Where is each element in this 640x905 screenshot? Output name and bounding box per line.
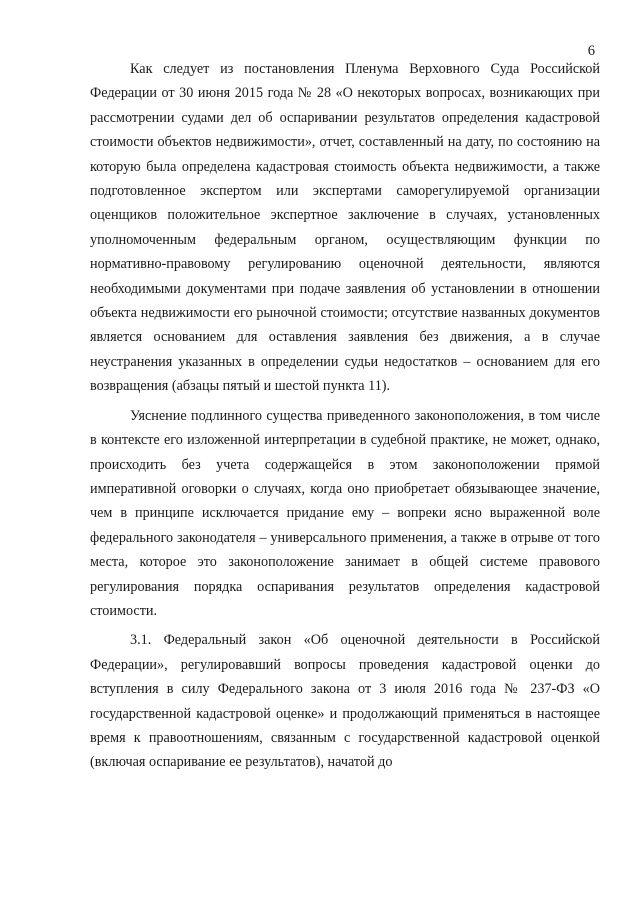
paragraph-3: 3.1. Федеральный закон «Об оценочной деятельности в Российской Федерации», регулировавший вопросы проведения кадастровой оценки до вступления в силу Федерального закона от 3 июля 2016 года № 237-ФЗ «О государственной кадастровой оценке» и продолжающий применяться в настоящее время к правоотношениям, связанным с государственной кадастровой оценкой (включая оспаривание ее результатов), начатой до [90, 632, 600, 771]
page-number: 6 [587, 43, 595, 59]
document-body [90, 57, 600, 780]
paragraph-2: Уяснение подлинного существа приведенного законоположения, в том числе в контексте его изложенной интерпретации в судебной практике, не может, однако, происходить без учета содержащейся в этом законоположении прямой императивной оговорки о случаях, когда оно приобретает обязывающее значение, чем в принципе исключается придание ему – вопреки ясно выраженной воле федерального законодателя – универсального применения, а также в отрыве от того места, которое это законоположение занимает в общей системе правового регулирования порядка оспаривания результатов определения кадастровой стоимости. [90, 407, 600, 619]
paragraph-1: Как следует из постановления Пленума Верховного Суда Российской Федерации от 30 июня 2015 года № 28 «О некоторых вопросах, возникающих при рассмотрении судами дел об оспаривании результатов определения кадастровой стоимости объектов недвижимости», отчет, составленный на дату, по состоянию на которую была определена кадастровая стоимость объекта недвижимости, а также подготовленное экспертом или экспертами саморегулируемой организации оценщиков положительное экспертное заключение в случаях, установленных уполномоченным федеральным органом, осуществляющим функции по нормативно-правовому регулированию оценочной деятельности, являются необходимыми документами при подаче заявления об установлении в отношении объекта недвижимости его рыночной стоимости; отсутствие названных документов является основанием для оставления заявления без движения, а в случае неустранения указанных в определении судьи недостатков – основанием для его возвращения (абзацы пятый и шестой пункта 11). [90, 61, 600, 395]
